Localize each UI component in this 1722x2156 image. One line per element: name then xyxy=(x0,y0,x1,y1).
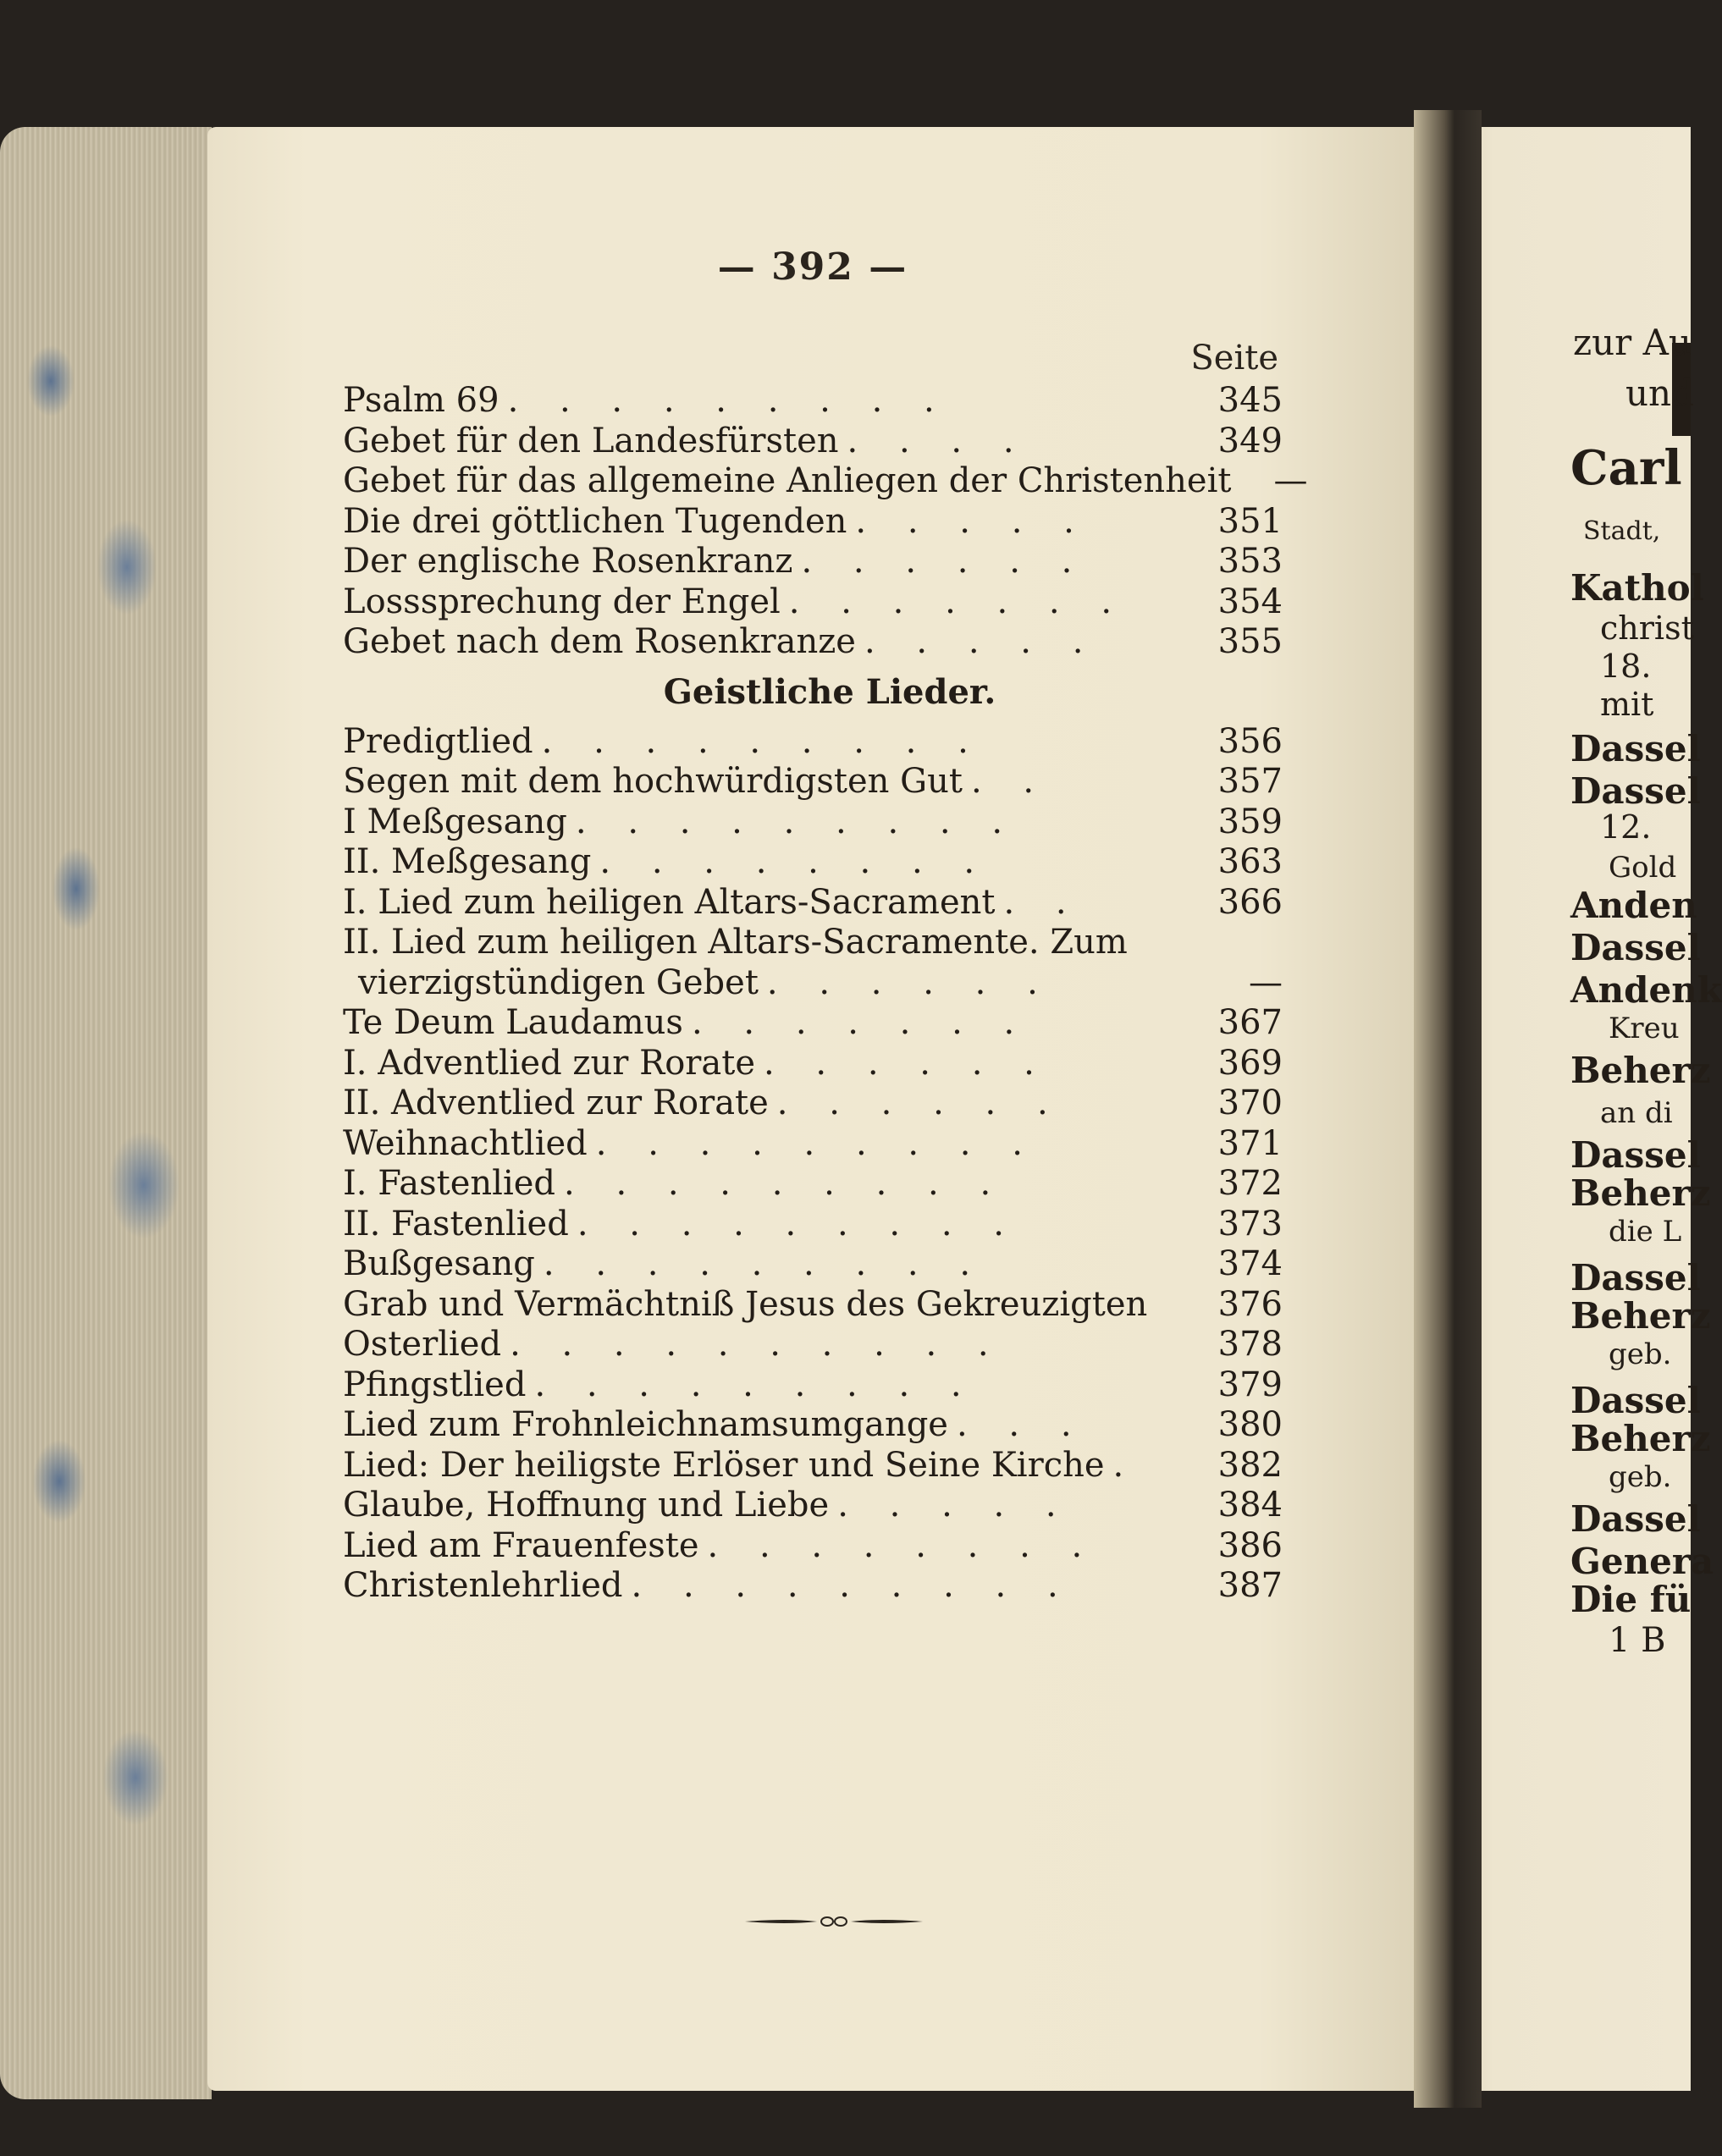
right-page-line: Dassel xyxy=(1570,770,1701,812)
right-page-line: mit xyxy=(1600,686,1654,723)
toc-entry xyxy=(343,1244,1283,1285)
right-page-text-fragment xyxy=(1570,322,1722,1845)
toc-entry-page: 367 xyxy=(1217,1003,1283,1042)
toc-entry-leader-dots: . xyxy=(1112,1445,1140,1485)
toc-entry xyxy=(343,883,1283,924)
toc-entry-page: 379 xyxy=(1217,1365,1283,1404)
toc-entries-before-heading xyxy=(343,381,1308,663)
toc-entry-title: Glaube, Hoffnung und Liebe xyxy=(343,1486,830,1525)
toc-entry xyxy=(343,1566,1283,1607)
toc-entry-page: 349 xyxy=(1217,421,1283,460)
book-gutter xyxy=(1414,110,1482,2108)
toc-entry-title: Te Deum Laudamus xyxy=(343,1003,683,1042)
toc-entry-leader-dots: . . xyxy=(970,762,1050,801)
toc-entry-page: 384 xyxy=(1217,1486,1283,1525)
toc-entry xyxy=(343,1405,1283,1446)
toc-entry-page: 345 xyxy=(1217,381,1283,420)
page-number: — 392 — xyxy=(717,245,908,289)
toc-entry-page: 354 xyxy=(1217,582,1283,621)
toc-entry xyxy=(343,1285,1283,1326)
toc-entry-page: 359 xyxy=(1217,802,1283,841)
toc-entry xyxy=(343,802,1283,843)
toc-entry xyxy=(343,502,1283,543)
toc-entry-title: Psalm 69 xyxy=(343,381,499,420)
right-page-line: Dassel xyxy=(1570,1134,1701,1176)
toc-entry-page: 353 xyxy=(1217,542,1283,581)
toc-entry-page: 382 xyxy=(1217,1445,1283,1485)
right-page-line: Kreu xyxy=(1609,1012,1680,1045)
toc-entry-leader-dots: . . . . . xyxy=(864,622,1099,661)
toc-entry xyxy=(343,1084,1283,1124)
toc-entry-page: 387 xyxy=(1217,1566,1283,1605)
toc-entry-page: 371 xyxy=(1217,1123,1283,1163)
toc-entry xyxy=(343,622,1283,663)
toc-entry-leader-dots: . . . . . . . . . . xyxy=(510,1325,1004,1364)
toc-entry-leader-dots: . . . . . . . . . xyxy=(534,1365,977,1404)
toc-entry-title: I. Adventlied zur Rorate xyxy=(343,1043,755,1083)
right-page-line: 12. xyxy=(1600,808,1652,846)
toc-entry-title: vierzigstündigen Gebet xyxy=(358,962,759,1002)
section-heading: Geistliche Lieder. xyxy=(663,672,996,712)
toc-entry-page: 363 xyxy=(1217,842,1283,881)
toc-entry-page: 374 xyxy=(1217,1244,1283,1283)
toc-entry-title: Bußgesang xyxy=(343,1244,535,1283)
toc-entry xyxy=(343,461,1308,502)
toc-entry-leader-dots: . . . xyxy=(956,1405,1087,1444)
toc-entry-page: — xyxy=(1249,962,1283,1002)
toc-entry-leader-dots: . . . . . . . xyxy=(691,1003,1030,1042)
toc-entry-page: 356 xyxy=(1217,721,1283,761)
toc-entry xyxy=(343,923,1283,963)
toc-entry xyxy=(343,1486,1283,1526)
toc-entry-title: Die drei göttlichen Tugenden xyxy=(343,501,847,541)
book-fore-edge xyxy=(0,127,212,2099)
right-page-line: und xyxy=(1625,372,1694,414)
toc-entry-leader-dots: . . . . xyxy=(847,421,1029,460)
ornament-divider xyxy=(745,1913,923,1930)
toc-entry-title: Gebet für den Landesfürsten xyxy=(343,421,839,460)
toc-entry xyxy=(343,422,1283,462)
toc-entry-page: 369 xyxy=(1217,1043,1283,1083)
right-page-line: Gold xyxy=(1609,851,1677,885)
toc-entry xyxy=(343,722,1283,763)
toc-entry xyxy=(343,1365,1283,1406)
toc-entry-title: I Meßgesang xyxy=(343,802,567,841)
toc-entry-title: Segen mit dem hochwürdigsten Gut xyxy=(343,762,963,801)
right-page-line: Dassel xyxy=(1570,927,1701,968)
toc-entry-title: II. Adventlied zur Rorate xyxy=(343,1084,769,1122)
toc-entry-title: Gebet für das allgemeine Anliegen der Christenheit xyxy=(343,461,1232,500)
toc-entry xyxy=(343,1124,1283,1165)
toc-entry-page: 372 xyxy=(1217,1164,1283,1203)
toc-entry-title: II. Meßgesang xyxy=(343,842,592,881)
toc-entry xyxy=(343,381,1283,422)
toc-entry-title: Der englische Rosenkranz xyxy=(343,542,793,581)
toc-entry-page: 376 xyxy=(1217,1284,1283,1324)
toc-entry-page: 378 xyxy=(1217,1325,1283,1364)
right-page-line: Andenk xyxy=(1570,969,1722,1011)
toc-entry-leader-dots: . . . . . xyxy=(837,1486,1072,1525)
toc-entry xyxy=(343,1526,1283,1567)
right-page-line: 18. xyxy=(1600,648,1652,685)
toc-entry-leader-dots: . . . . . . . . . xyxy=(575,802,1018,841)
column-header-seite: Seite xyxy=(1190,339,1278,378)
right-page-line: geb. xyxy=(1609,1460,1672,1494)
right-page-line: Beherz xyxy=(1570,1418,1711,1459)
right-page-line: Genera xyxy=(1570,1541,1714,1582)
toc-entry-page: 386 xyxy=(1217,1525,1283,1565)
toc-entry-page: 351 xyxy=(1217,501,1283,541)
toc-entry-leader-dots: . . . . . . xyxy=(776,1084,1063,1122)
toc-entry-leader-dots: . . . . . . xyxy=(766,962,1053,1002)
right-page-line: Die fü xyxy=(1570,1579,1692,1620)
right-page-line: christ xyxy=(1600,609,1694,647)
toc-entry-leader-dots: . . xyxy=(1003,882,1082,922)
right-page-line: 1 B xyxy=(1609,1621,1666,1660)
toc-entry xyxy=(343,1003,1283,1044)
toc-entry-leader-dots: . . . . . xyxy=(855,501,1090,541)
toc-entry xyxy=(343,762,1283,802)
toc-entry-title: Lied zum Frohnleichnamsumgange xyxy=(343,1405,948,1444)
toc-entry-leader-dots: . . . . . . . xyxy=(788,582,1128,621)
toc-entry-leader-dots: . . . . . . . . . xyxy=(543,1244,986,1283)
toc-entry-title: Weihnachtlied xyxy=(343,1123,588,1163)
toc-entries-after-heading xyxy=(343,722,1283,1607)
toc-entry-title: Lied am Frauenfeste xyxy=(343,1525,699,1565)
toc-entry-leader-dots: . . . . . . xyxy=(764,1043,1050,1083)
right-page-line: Dassel xyxy=(1570,1380,1701,1421)
right-page-line: Stadt, xyxy=(1583,516,1661,546)
right-page-line: Dassel xyxy=(1570,728,1701,769)
right-page-line: Dassel xyxy=(1570,1257,1701,1299)
toc-entry-page: — xyxy=(1273,461,1308,500)
toc-entry-title: II. Fastenlied xyxy=(343,1204,569,1243)
right-page-line: zur Au xyxy=(1573,322,1692,363)
toc-entry xyxy=(343,1325,1283,1365)
toc-entry-title: Christenlehrlied xyxy=(343,1566,623,1605)
toc-entry-leader-dots: . . . . . . . . . xyxy=(577,1204,1019,1243)
toc-entry xyxy=(343,582,1283,623)
toc-entry-page: 380 xyxy=(1217,1405,1283,1444)
right-page-line: Anden xyxy=(1570,885,1697,926)
toc-entry-page: 373 xyxy=(1217,1204,1283,1243)
right-page-line: Beherz xyxy=(1570,1295,1711,1337)
toc-entry-title: Osterlied xyxy=(343,1325,502,1364)
table-of-contents xyxy=(343,381,1308,1607)
toc-entry xyxy=(343,1044,1283,1084)
right-page-line: an di xyxy=(1600,1096,1673,1130)
toc-entry xyxy=(343,842,1283,883)
toc-entry xyxy=(343,542,1283,582)
toc-entry xyxy=(343,1164,1283,1205)
right-page-line: Carl xyxy=(1570,440,1682,496)
toc-entry-title: II. Lied zum heiligen Altars-Sacramente. Zum xyxy=(343,923,1128,962)
toc-entry-page: 366 xyxy=(1217,882,1283,922)
toc-entry-title: Losssprechung der Engel xyxy=(343,582,781,621)
toc-entry-leader-dots: . . . . . . . . . xyxy=(631,1566,1073,1605)
toc-entry xyxy=(343,1205,1283,1245)
toc-entry-leader-dots: . . . . . . . . xyxy=(707,1525,1098,1565)
toc-entry-title: Lied: Der heiligste Erlöser und Seine Kirche xyxy=(343,1445,1105,1485)
toc-entry-title: Predigtlied xyxy=(343,721,533,761)
toc-entry-title: Grab und Vermächtniß Jesus des Gekreuzigten xyxy=(343,1284,1148,1324)
toc-entry-title: Gebet nach dem Rosenkranze xyxy=(343,622,856,661)
toc-entry-page: 357 xyxy=(1217,762,1283,801)
toc-entry-title: I. Fastenlied xyxy=(343,1164,556,1203)
toc-entry-leader-dots: . . . . . . . . . xyxy=(564,1164,1007,1203)
toc-entry-page: 355 xyxy=(1217,622,1283,661)
right-page-line: Beherz xyxy=(1570,1172,1711,1214)
right-page-line: Beherz xyxy=(1570,1050,1711,1091)
toc-entry-page: 370 xyxy=(1217,1084,1283,1122)
toc-entry-leader-dots: . . . . . . . . xyxy=(599,842,991,881)
toc-entry-leader-dots: . . . . . . xyxy=(801,542,1088,581)
right-page-line: die L xyxy=(1609,1215,1682,1249)
toc-entry-leader-dots: . . . . . . . . . xyxy=(507,381,950,420)
toc-entry-leader-dots: . . . . . . . . . xyxy=(541,721,984,761)
toc-entry-title: Pfingstlied xyxy=(343,1365,527,1404)
right-page-line: geb. xyxy=(1609,1337,1672,1371)
toc-entry xyxy=(343,1446,1283,1486)
right-page-line: Dassel xyxy=(1570,1498,1701,1540)
toc-entry xyxy=(343,963,1283,1004)
right-page-line: Kathol xyxy=(1570,567,1704,609)
toc-entry-title: I. Lied zum heiligen Altars-Sacrament xyxy=(343,882,996,922)
toc-entry-leader-dots: . . . . . . . . . xyxy=(595,1123,1038,1163)
